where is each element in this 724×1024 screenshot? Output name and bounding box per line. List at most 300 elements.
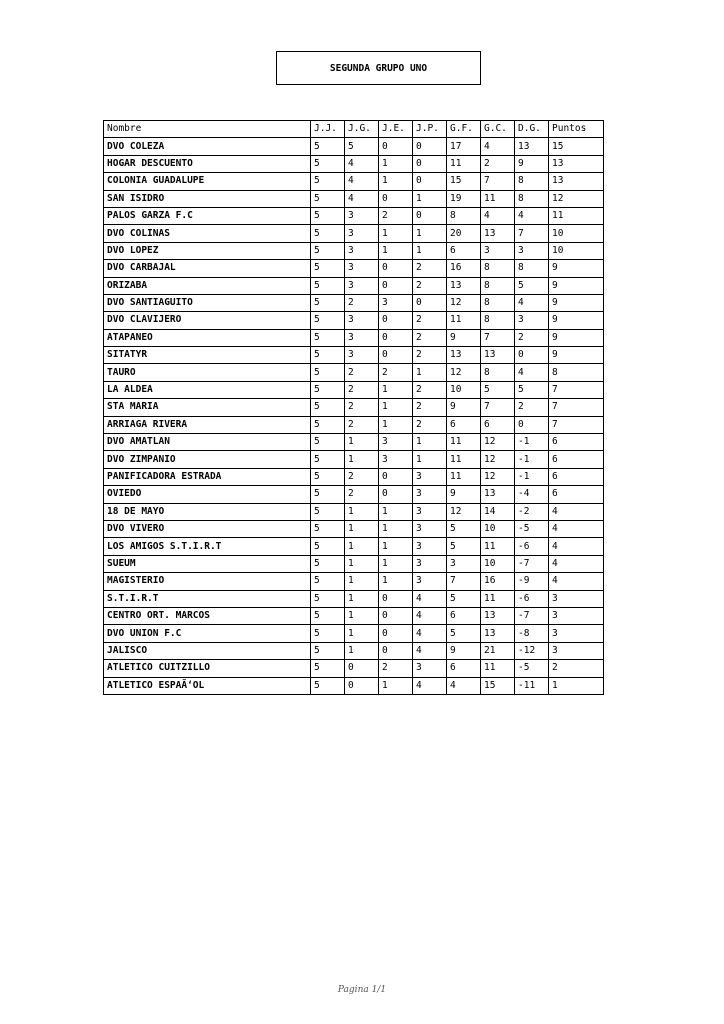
team-name-cell: HOGAR DESCUENTO — [104, 155, 311, 172]
stat-cell: 1 — [345, 590, 379, 607]
table-row — [104, 607, 604, 624]
stat-cell: 4 — [413, 677, 447, 694]
stat-cell: 7 — [481, 399, 515, 416]
stat-cell: 3 — [379, 434, 413, 451]
stat-cell: 5 — [345, 138, 379, 155]
stat-cell: 5 — [447, 520, 481, 537]
column-header: Puntos — [549, 121, 604, 138]
stat-cell: 5 — [311, 573, 345, 590]
column-header: J.E. — [379, 121, 413, 138]
stat-cell: 2 — [413, 260, 447, 277]
stat-cell: 12 — [447, 294, 481, 311]
stat-cell: 6 — [481, 416, 515, 433]
stat-cell: 13 — [481, 486, 515, 503]
stat-cell: 13 — [549, 155, 604, 172]
stat-cell: 7 — [515, 225, 549, 242]
stat-cell: 3 — [413, 520, 447, 537]
stat-cell: 3 — [345, 225, 379, 242]
stat-cell: 3 — [413, 468, 447, 485]
stat-cell: 5 — [311, 520, 345, 537]
table-body — [104, 138, 604, 695]
stat-cell: 11 — [447, 312, 481, 329]
team-name-cell: LA ALDEA — [104, 381, 311, 398]
stat-cell: 1 — [379, 399, 413, 416]
stat-cell: 5 — [311, 451, 345, 468]
team-name-cell: COLONIA GUADALUPE — [104, 173, 311, 190]
team-name-cell: DVO CARBAJAL — [104, 260, 311, 277]
stat-cell: 1 — [413, 190, 447, 207]
stat-cell: 5 — [447, 625, 481, 642]
team-name-cell: DVO ZIMPANIO — [104, 451, 311, 468]
stat-cell: 11 — [481, 538, 515, 555]
stat-cell: 1 — [413, 364, 447, 381]
stat-cell: 5 — [311, 607, 345, 624]
team-name-cell: DVO COLEZA — [104, 138, 311, 155]
stat-cell: 5 — [311, 225, 345, 242]
team-name-cell: DVO COLINAS — [104, 225, 311, 242]
stat-cell: 3 — [413, 503, 447, 520]
table-row — [104, 625, 604, 642]
stat-cell: 6 — [549, 468, 604, 485]
stat-cell: 3 — [345, 242, 379, 259]
table-row — [104, 555, 604, 572]
table-row — [104, 242, 604, 259]
stat-cell: 11 — [549, 207, 604, 224]
stat-cell: 1 — [379, 555, 413, 572]
stat-cell: -9 — [515, 573, 549, 590]
team-name-cell: STA MARIA — [104, 399, 311, 416]
column-header: J.J. — [311, 121, 345, 138]
table-row — [104, 277, 604, 294]
table-row — [104, 416, 604, 433]
stat-cell: 13 — [481, 225, 515, 242]
table-row — [104, 225, 604, 242]
stat-cell: 10 — [481, 555, 515, 572]
stat-cell: 6 — [549, 434, 604, 451]
stat-cell: 1 — [345, 520, 379, 537]
stat-cell: 2 — [413, 416, 447, 433]
stat-cell: 15 — [549, 138, 604, 155]
stat-cell: 4 — [345, 155, 379, 172]
stat-cell: 11 — [447, 434, 481, 451]
stat-cell: 5 — [447, 590, 481, 607]
team-name-cell: SITATYR — [104, 347, 311, 364]
stat-cell: 0 — [379, 486, 413, 503]
stat-cell: -1 — [515, 434, 549, 451]
stat-cell: 0 — [379, 329, 413, 346]
stat-cell: 11 — [447, 468, 481, 485]
table-row — [104, 451, 604, 468]
column-header: J.P. — [413, 121, 447, 138]
stat-cell: 2 — [515, 399, 549, 416]
team-name-cell: ATLETICO CUITZILLO — [104, 660, 311, 677]
stat-cell: 5 — [311, 190, 345, 207]
stat-cell: 9 — [447, 642, 481, 659]
stat-cell: 4 — [549, 503, 604, 520]
stat-cell: 10 — [447, 381, 481, 398]
stat-cell: 0 — [515, 347, 549, 364]
stat-cell: 3 — [379, 294, 413, 311]
table-row — [104, 173, 604, 190]
stat-cell: 8 — [481, 277, 515, 294]
stat-cell: 9 — [447, 329, 481, 346]
team-name-cell: MAGISTERIO — [104, 573, 311, 590]
team-name-cell: PANIFICADORA ESTRADA — [104, 468, 311, 485]
table-header-row — [104, 121, 604, 138]
stat-cell: 5 — [311, 625, 345, 642]
stat-cell: 2 — [345, 294, 379, 311]
table-row — [104, 294, 604, 311]
stat-cell: 9 — [549, 260, 604, 277]
stat-cell: 10 — [549, 225, 604, 242]
stat-cell: 11 — [481, 660, 515, 677]
stat-cell: 3 — [379, 451, 413, 468]
stat-cell: 1 — [379, 155, 413, 172]
stat-cell: 5 — [311, 294, 345, 311]
stat-cell: -7 — [515, 607, 549, 624]
team-name-cell: CENTRO ORT. MARCOS — [104, 607, 311, 624]
stat-cell: 5 — [311, 503, 345, 520]
stat-cell: 14 — [481, 503, 515, 520]
table-row — [104, 381, 604, 398]
stat-cell: 4 — [413, 642, 447, 659]
stat-cell: 0 — [379, 642, 413, 659]
stat-cell: 2 — [379, 207, 413, 224]
table-row — [104, 347, 604, 364]
table-row — [104, 520, 604, 537]
stat-cell: 5 — [311, 486, 345, 503]
table-row — [104, 573, 604, 590]
team-name-cell: DVO LOPEZ — [104, 242, 311, 259]
stat-cell: 3 — [413, 538, 447, 555]
stat-cell: 5 — [481, 381, 515, 398]
team-name-cell: DVO CLAVIJERO — [104, 312, 311, 329]
stat-cell: 6 — [447, 242, 481, 259]
stat-cell: 7 — [447, 573, 481, 590]
stat-cell: 2 — [413, 312, 447, 329]
stat-cell: 5 — [311, 434, 345, 451]
stat-cell: 4 — [481, 138, 515, 155]
stat-cell: 4 — [413, 607, 447, 624]
stat-cell: 3 — [549, 625, 604, 642]
team-name-cell: SUEUM — [104, 555, 311, 572]
stat-cell: 4 — [413, 625, 447, 642]
stat-cell: 1 — [379, 520, 413, 537]
stat-cell: 3 — [447, 555, 481, 572]
table-row — [104, 434, 604, 451]
stat-cell: 1 — [345, 451, 379, 468]
table-row — [104, 486, 604, 503]
stat-cell: 5 — [311, 277, 345, 294]
stat-cell: 1 — [345, 607, 379, 624]
stat-cell: 13 — [481, 347, 515, 364]
stat-cell: -5 — [515, 520, 549, 537]
stat-cell: 11 — [447, 451, 481, 468]
team-name-cell: DVO VIVERO — [104, 520, 311, 537]
team-name-cell: JALISCO — [104, 642, 311, 659]
stat-cell: 5 — [311, 242, 345, 259]
stat-cell: 13 — [447, 277, 481, 294]
stat-cell: 16 — [447, 260, 481, 277]
standings-table — [103, 120, 604, 695]
stat-cell: 11 — [481, 590, 515, 607]
stat-cell: 1 — [413, 451, 447, 468]
stat-cell: 6 — [447, 607, 481, 624]
stat-cell: 1 — [379, 225, 413, 242]
stat-cell: 1 — [379, 538, 413, 555]
stat-cell: 4 — [515, 294, 549, 311]
stat-cell: 1 — [379, 503, 413, 520]
stat-cell: 4 — [515, 364, 549, 381]
stat-cell: -1 — [515, 468, 549, 485]
stat-cell: 4 — [549, 555, 604, 572]
stat-cell: 10 — [481, 520, 515, 537]
stat-cell: 2 — [345, 468, 379, 485]
stat-cell: 1 — [379, 416, 413, 433]
stat-cell: 0 — [379, 190, 413, 207]
stat-cell: 1 — [345, 434, 379, 451]
team-name-cell: PALOS GARZA F.C — [104, 207, 311, 224]
stat-cell: 3 — [345, 260, 379, 277]
column-header: D.G. — [515, 121, 549, 138]
stat-cell: 2 — [345, 399, 379, 416]
stat-cell: 8 — [515, 173, 549, 190]
table-row — [104, 677, 604, 694]
stat-cell: 5 — [311, 468, 345, 485]
stat-cell: 3 — [345, 207, 379, 224]
team-name-cell: OVIEDO — [104, 486, 311, 503]
stat-cell: 16 — [481, 573, 515, 590]
team-name-cell: S.T.I.R.T — [104, 590, 311, 607]
column-header: G.F. — [447, 121, 481, 138]
stat-cell: 3 — [549, 642, 604, 659]
stat-cell: 2 — [345, 416, 379, 433]
table-row — [104, 312, 604, 329]
stat-cell: 10 — [549, 242, 604, 259]
stat-cell: 3 — [345, 347, 379, 364]
team-name-cell: LOS AMIGOS S.T.I.R.T — [104, 538, 311, 555]
table-row — [104, 364, 604, 381]
stat-cell: 13 — [515, 138, 549, 155]
stat-cell: 0 — [413, 173, 447, 190]
stat-cell: 13 — [481, 625, 515, 642]
table-row — [104, 260, 604, 277]
team-name-cell: ATAPANEO — [104, 329, 311, 346]
stat-cell: 0 — [379, 590, 413, 607]
stat-cell: 9 — [549, 329, 604, 346]
stat-cell: -12 — [515, 642, 549, 659]
stat-cell: 12 — [549, 190, 604, 207]
stat-cell: 11 — [447, 155, 481, 172]
table-row — [104, 399, 604, 416]
page-title: SEGUNDA GRUPO UNO — [276, 51, 481, 85]
stat-cell: 4 — [345, 190, 379, 207]
team-name-cell: DVO UNION F.C — [104, 625, 311, 642]
stat-cell: 0 — [379, 312, 413, 329]
stat-cell: 5 — [311, 155, 345, 172]
team-name-cell: DVO AMATLAN — [104, 434, 311, 451]
stat-cell: 2 — [413, 381, 447, 398]
stat-cell: 3 — [345, 312, 379, 329]
stat-cell: 1 — [345, 555, 379, 572]
table-row — [104, 660, 604, 677]
stat-cell: 0 — [379, 138, 413, 155]
table-row — [104, 207, 604, 224]
stat-cell: 5 — [311, 347, 345, 364]
stat-cell: 9 — [549, 347, 604, 364]
team-name-cell: ORIZABA — [104, 277, 311, 294]
stat-cell: 4 — [447, 677, 481, 694]
stat-cell: 5 — [515, 381, 549, 398]
stat-cell: 0 — [413, 155, 447, 172]
stat-cell: 0 — [379, 468, 413, 485]
stat-cell: 5 — [311, 173, 345, 190]
stat-cell: 5 — [311, 138, 345, 155]
stat-cell: 5 — [311, 364, 345, 381]
stat-cell: 2 — [481, 155, 515, 172]
stat-cell: 21 — [481, 642, 515, 659]
stat-cell: 2 — [413, 329, 447, 346]
stat-cell: -8 — [515, 625, 549, 642]
stat-cell: 20 — [447, 225, 481, 242]
stat-cell: 0 — [379, 625, 413, 642]
table-row — [104, 590, 604, 607]
stat-cell: 5 — [311, 399, 345, 416]
stat-cell: 2 — [379, 660, 413, 677]
stat-cell: 8 — [481, 364, 515, 381]
table-row — [104, 538, 604, 555]
column-header: Nombre — [104, 121, 311, 138]
stat-cell: 7 — [481, 329, 515, 346]
stat-cell: 3 — [413, 573, 447, 590]
stat-cell: 5 — [311, 312, 345, 329]
stat-cell: 1 — [379, 677, 413, 694]
stat-cell: -4 — [515, 486, 549, 503]
stat-cell: 5 — [311, 590, 345, 607]
stat-cell: 7 — [549, 399, 604, 416]
stat-cell: 0 — [515, 416, 549, 433]
stat-cell: 3 — [549, 607, 604, 624]
stat-cell: 0 — [413, 138, 447, 155]
stat-cell: 9 — [447, 399, 481, 416]
stat-cell: 8 — [481, 260, 515, 277]
stat-cell: 0 — [345, 677, 379, 694]
stat-cell: 3 — [515, 312, 549, 329]
stat-cell: 5 — [447, 538, 481, 555]
stat-cell: 1 — [413, 434, 447, 451]
team-name-cell: 18 DE MAYO — [104, 503, 311, 520]
stat-cell: 3 — [413, 555, 447, 572]
stat-cell: 6 — [549, 486, 604, 503]
stat-cell: 9 — [549, 277, 604, 294]
stat-cell: 12 — [447, 364, 481, 381]
stat-cell: 17 — [447, 138, 481, 155]
stat-cell: 9 — [515, 155, 549, 172]
stat-cell: -5 — [515, 660, 549, 677]
stat-cell: 12 — [447, 503, 481, 520]
stat-cell: 8 — [549, 364, 604, 381]
stat-cell: 5 — [515, 277, 549, 294]
stat-cell: 1 — [345, 625, 379, 642]
stat-cell: 15 — [481, 677, 515, 694]
stat-cell: 6 — [447, 660, 481, 677]
stat-cell: 3 — [413, 660, 447, 677]
stat-cell: 0 — [379, 607, 413, 624]
stat-cell: -1 — [515, 451, 549, 468]
stat-cell: 2 — [413, 399, 447, 416]
stat-cell: 13 — [549, 173, 604, 190]
stat-cell: 1 — [379, 242, 413, 259]
stat-cell: 1 — [379, 573, 413, 590]
stat-cell: 1 — [413, 225, 447, 242]
stat-cell: 9 — [447, 486, 481, 503]
team-name-cell: DVO SANTIAGUITO — [104, 294, 311, 311]
stat-cell: -6 — [515, 590, 549, 607]
stat-cell: 5 — [311, 642, 345, 659]
stat-cell: 4 — [549, 538, 604, 555]
stat-cell: 8 — [515, 190, 549, 207]
stat-cell: 3 — [345, 329, 379, 346]
stat-cell: 12 — [481, 451, 515, 468]
stat-cell: 0 — [413, 294, 447, 311]
stat-cell: 0 — [345, 660, 379, 677]
stat-cell: 7 — [549, 381, 604, 398]
stat-cell: 8 — [481, 294, 515, 311]
stat-cell: 1 — [345, 642, 379, 659]
stat-cell: 1 — [379, 173, 413, 190]
stat-cell: 2 — [515, 329, 549, 346]
stat-cell: 5 — [311, 416, 345, 433]
stat-cell: 19 — [447, 190, 481, 207]
team-name-cell: ATLETICO ESPAÃ‘OL — [104, 677, 311, 694]
stat-cell: 9 — [549, 312, 604, 329]
table-row — [104, 138, 604, 155]
stat-cell: 1 — [345, 573, 379, 590]
stat-cell: 9 — [549, 294, 604, 311]
stat-cell: 4 — [413, 590, 447, 607]
stat-cell: 4 — [515, 207, 549, 224]
stat-cell: 2 — [413, 277, 447, 294]
stat-cell: 5 — [311, 260, 345, 277]
stat-cell: 12 — [481, 434, 515, 451]
stat-cell: 3 — [481, 242, 515, 259]
stat-cell: 2 — [413, 347, 447, 364]
stat-cell: 4 — [549, 573, 604, 590]
stat-cell: 8 — [515, 260, 549, 277]
stat-cell: 7 — [549, 416, 604, 433]
stat-cell: 1 — [379, 381, 413, 398]
stat-cell: 0 — [413, 207, 447, 224]
stat-cell: 8 — [481, 312, 515, 329]
stat-cell: 2 — [345, 486, 379, 503]
stat-cell: 5 — [311, 329, 345, 346]
stat-cell: 8 — [447, 207, 481, 224]
stat-cell: 3 — [413, 486, 447, 503]
stat-cell: 3 — [549, 590, 604, 607]
stat-cell: 13 — [481, 607, 515, 624]
table-row — [104, 190, 604, 207]
stat-cell: 7 — [481, 173, 515, 190]
stat-cell: 4 — [481, 207, 515, 224]
stat-cell: 13 — [447, 347, 481, 364]
stat-cell: 0 — [379, 260, 413, 277]
stat-cell: 4 — [345, 173, 379, 190]
stat-cell: 3 — [345, 277, 379, 294]
stat-cell: 2 — [549, 660, 604, 677]
table-row — [104, 468, 604, 485]
stat-cell: 1 — [345, 538, 379, 555]
stat-cell: -11 — [515, 677, 549, 694]
